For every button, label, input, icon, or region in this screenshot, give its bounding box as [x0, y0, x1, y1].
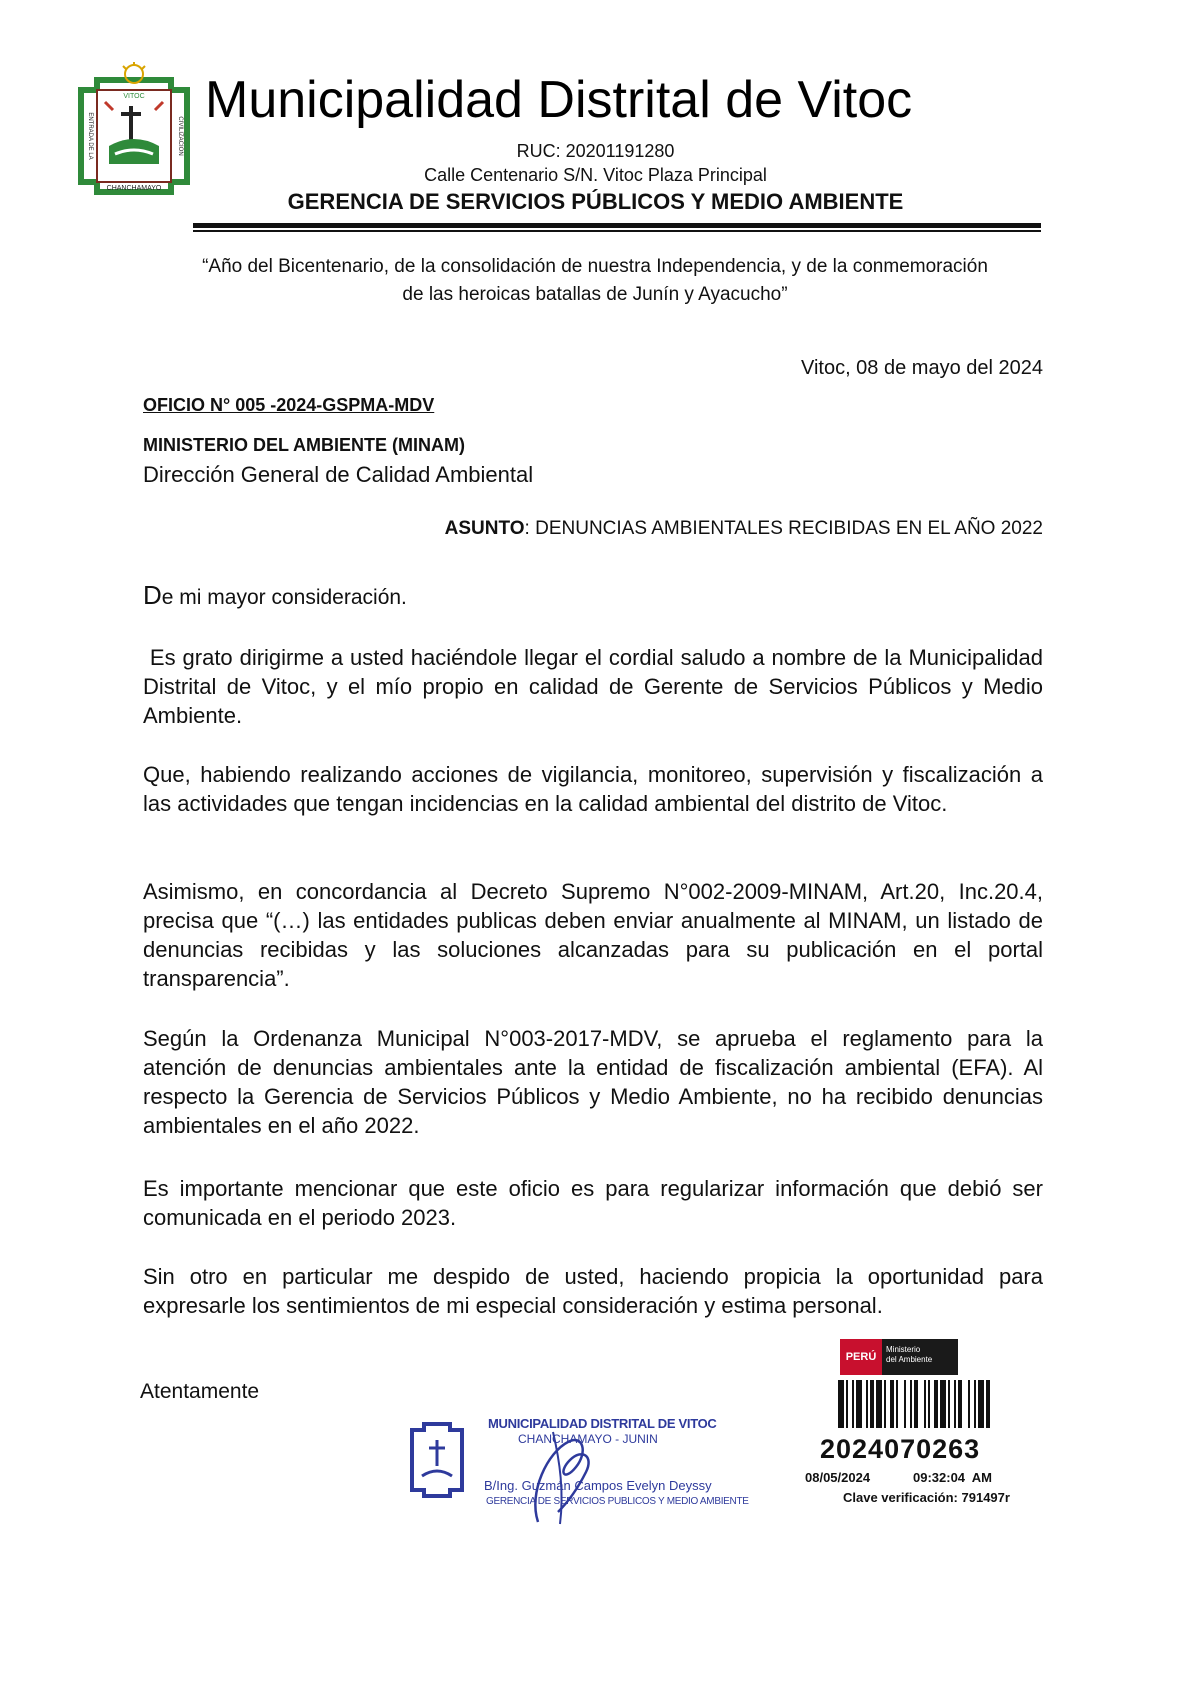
paragraph-2: Que, habiendo realizando acciones de vigilancia, monitoreo, supervisión y fiscalización a las actividades que tengan incidencias en la calidad ambiental del distrito de Vitoc.: [143, 762, 1043, 816]
barcode-bar: [846, 1380, 848, 1428]
receipt-date: 08/05/2024: [805, 1470, 871, 1485]
subject-label: ASUNTO: [444, 518, 525, 539]
barcode-bar: [890, 1380, 894, 1428]
stamp-seal-icon: [408, 1420, 466, 1500]
municipality-address: Calle Centenario S/N. Vitoc Plaza Principal: [424, 165, 767, 185]
handwritten-signature: [498, 1412, 618, 1532]
barcode-bar: [870, 1380, 874, 1428]
subject-text: : DENUNCIAS AMBIENTALES RECIBIDAS EN EL AÑO 2022: [524, 518, 1043, 539]
peru-badge: PERÚ: [840, 1339, 882, 1375]
barcode-bar: [986, 1380, 990, 1428]
crest-text-top: VITOC: [123, 93, 145, 100]
barcode-bar: [948, 1380, 950, 1428]
barcode-bar: [928, 1380, 930, 1428]
stamp-line-3: B/Ing. Guzmán Campos Evelyn Deyssy: [484, 1478, 712, 1493]
barcode-bar: [924, 1380, 926, 1428]
barcode-bar: [940, 1380, 946, 1428]
stamp-line-2: CHANCHAMAYO - JUNIN: [518, 1432, 658, 1446]
receipt-time: 09:32:04 AM: [913, 1470, 992, 1485]
barcode-bar: [866, 1380, 868, 1428]
ministry-line-2: del Ambiente: [886, 1355, 933, 1364]
barcode-bar: [974, 1380, 976, 1428]
verification-key: Clave verificación: 791497r: [843, 1490, 1010, 1505]
stamp-line-4: GERENCIA DE SERVICIOS PUBLICOS Y MEDIO AMBIENTE: [486, 1496, 749, 1507]
barcode-bar: [910, 1380, 912, 1428]
year-motto: “Año del Bicentenario, de la consolidación de nuestra Independencia, y de la conmemoración de las heroicas batallas de Junín y Ayacucho”: [202, 256, 988, 305]
receipt-number: 2024070263: [820, 1434, 981, 1464]
letter-date: Vitoc, 08 de mayo del 2024: [800, 357, 1043, 379]
department-name: GERENCIA DE SERVICIOS PÚBLICOS Y MEDIO AMBIENTE: [287, 189, 904, 214]
crest-text-bottom: CHANCHAMAYO: [106, 185, 162, 192]
barcode-bar: [856, 1380, 862, 1428]
closing: Atentamente: [140, 1380, 260, 1403]
barcode-bar: [978, 1380, 984, 1428]
paragraph-6: Sin otro en particular me despido de usted, haciendo propicia la oportunidad para expresarle los sentimientos de mi especial consideración y estima personal.: [143, 1264, 1043, 1318]
barcode-bar: [954, 1380, 956, 1428]
ministry-line-1: Ministerio: [886, 1345, 921, 1354]
greeting-text: e mi mayor consideración.: [161, 586, 407, 609]
subject-line: [445, 518, 1043, 540]
paragraph-4: Según la Ordenanza Municipal N°003-2017-MDV, se aprueba el reglamento para la atención de denuncias ambientales ante la entidad de fiscalización ambiental (EFA). Al respecto la Gerencia de Servicios Públicos y Medio Ambiente, no ha recibido denuncias ambientales en el año 2022.: [143, 1026, 1043, 1138]
official-stamp: [408, 1412, 749, 1532]
barcode: [838, 1380, 1030, 1428]
oficio-number: OFICIO N° 005 -2024-GSPMA-MDV: [143, 395, 435, 415]
greeting-initial: D: [143, 580, 162, 610]
barcode-bar: [914, 1380, 918, 1428]
greeting: [143, 580, 407, 611]
ministry-name: [886, 1345, 932, 1365]
paragraph-5: Es importante mencionar que este oficio es para regularizar información que debió ser comunicada en el periodo 2023.: [143, 1176, 1043, 1230]
barcode-bar: [852, 1380, 854, 1428]
addressee: MINISTERIO DEL AMBIENTE (MINAM): [143, 435, 465, 455]
barcode-bar: [896, 1380, 898, 1428]
paragraph-3: Asimismo, en concordancia al Decreto Supremo N°002-2009-MINAM, Art.20, Inc.20.4, precisa que “(…) las entidades publicas deben enviar anualmente al MINAM, un listado de denuncias recibidas y las soluciones alcanzadas para su publicación en el portal transparencia”.: [143, 879, 1043, 991]
minam-logo: [840, 1339, 958, 1375]
header-divider-thin: [193, 230, 1041, 232]
municipality-title: Municipalidad Distrital de Vitoc: [205, 71, 913, 129]
ruc-number: RUC: 20201191280: [516, 141, 675, 161]
barcode-bar: [876, 1380, 882, 1428]
paragraph-1: Es grato dirigirme a usted haciéndole llegar el cordial saludo a nombre de la Municipalidad Distrital de Vitoc, y el mío propio en calidad de Gerente de Servicios Públicos y Medio Ambiente.: [143, 645, 1050, 728]
barcode-bar: [958, 1380, 962, 1428]
stamp-line-1: MUNICIPALIDAD DISTRITAL DE VITOC: [488, 1416, 717, 1431]
barcode-bar: [934, 1380, 938, 1428]
addressee-department: Dirección General de Calidad Ambiental: [143, 462, 534, 487]
barcode-bar: [968, 1380, 970, 1428]
barcode-bar: [884, 1380, 886, 1428]
header-divider-thick: [193, 223, 1041, 228]
crest-text-right: CIVILIZACION: [177, 116, 183, 156]
crest-text-left: ENTRADA DE LA: [87, 112, 93, 160]
barcode-bar: [838, 1380, 844, 1428]
barcode-bar: [904, 1380, 906, 1428]
